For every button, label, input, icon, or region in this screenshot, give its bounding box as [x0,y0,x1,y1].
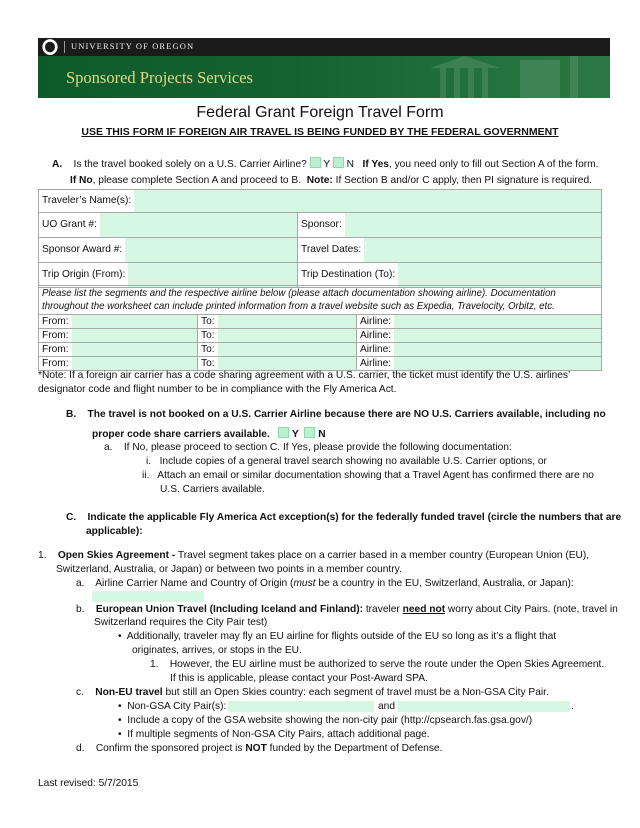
need-not-text: need not [402,604,446,615]
trip-origin-label: Trip Origin (From): [39,263,128,287]
to-label: To: [198,357,218,370]
not-text: NOT [245,743,267,754]
non-eu-label: Non-EU travel [95,687,163,698]
segment-to-field[interactable] [198,343,357,357]
item-d-text-pre: Confirm the sponsored project is [95,743,246,754]
from-label: From: [39,357,72,370]
form-title: Federal Grant Foreign Travel Form [196,104,444,121]
non-gsa-city-pair-label: Non-GSA City Pair(s): [127,701,227,712]
open-skies-item-a [76,578,574,589]
building-image-icon [350,56,610,98]
airline-label: Airline: [357,357,394,370]
item-ii-num: ii. [142,470,150,481]
section-b-item-ii [142,470,594,481]
section-b-heading-line2: proper code share carriers available. [92,429,270,440]
no-label: N [346,159,354,170]
item-a-text-post: be a country in the EU, Switzerland, Australia, or Japan): [315,578,574,589]
period-text: . [571,701,574,712]
segment-airline-field[interactable] [357,315,602,329]
section-b-yes-checkbox[interactable] [278,427,289,438]
airline-carrier-input[interactable] [92,591,204,602]
no-checkbox[interactable] [333,157,344,168]
section-b-no-checkbox[interactable] [304,427,315,438]
segment-from-field[interactable] [39,343,198,357]
item-d-letter: d. [76,743,85,754]
item-b-text-pre: traveler [363,604,403,615]
gsa-website-text: Include a copy of the GSA website showing the non-city pair (http://cpsearch.fas.gsa.gov/) [127,715,533,726]
item-a-letter: a. [76,578,85,589]
segment-airline-field[interactable] [357,343,602,357]
open-skies-item [38,550,589,561]
non-gsa-city-pair-input-2[interactable] [398,701,570,712]
trip-origin-field[interactable] [39,263,298,288]
item-b-text-continued: Switzerland requires the City Pair test) [94,617,268,628]
note-text: If Section B and/or C apply, then PI signature is required. [335,175,592,186]
segment-to-field[interactable] [198,315,357,329]
item-b-letter: b. [76,604,85,615]
section-a-letter: A. [52,159,63,170]
section-c-heading [66,512,621,523]
section-c-heading-line2: applicable): [86,526,143,537]
trip-destination-label: Trip Destination (To): [298,263,398,287]
open-skies-num: 1. [38,550,47,561]
section-b-yes-label: Y [291,429,299,440]
non-gsa-bullet-1 [118,701,226,712]
travel-dates-label: Travel Dates: [298,238,364,262]
eu-sub-text-continued: If this is applicable, please contact your Post-Award SPA. [170,673,428,684]
bullet-icon: • [118,715,122,726]
section-a-text: Is the travel booked solely on a U.S. Carrier Airline? [73,159,307,170]
segment-airline-field[interactable] [357,329,602,343]
department-name: Sponsored Projects Services [66,68,253,87]
section-b-item-i [146,456,547,467]
item-c-text: but still an Open Skies country: each segment of travel must be a Non-GSA City Pair. [162,687,549,698]
item-ii-text: Attach an email or similar documentation showing that a Travel Agent has confirmed there are no [157,470,594,481]
travel-dates-field[interactable] [298,238,602,263]
open-skies-item-b [76,604,618,615]
section-b-letter: B. [66,409,77,420]
section-b-heading-2 [92,427,326,440]
traveler-name-label: Traveler’s Name(s): [39,190,134,212]
sponsor-award-label: Sponsor Award #: [39,238,125,262]
codeshare-note: *Note: If a foreign air carrier has a code sharing agreement with a U.S. carrier, the ticket must identify the U.S. airlines’ designator code and flight number to be in compliance with the Fly America Act. [38,370,570,395]
item-a-text: If No, please proceed to section C. If Yes, please provide the following documentation: [123,442,512,453]
section-b-no-label: N [318,429,326,440]
section-a-instructions [70,175,592,186]
section-c-letter: C. [66,512,77,523]
to-label: To: [198,329,218,342]
if-no-label: If No [70,175,93,186]
traveler-name-field[interactable] [39,190,602,213]
airline-label: Airline: [357,315,394,328]
from-label: From: [39,315,72,328]
airline-label: Airline: [357,343,394,356]
multiple-segments-text: If multiple segments of Non-GSA City Pairs, attach additional page. [127,729,430,740]
bullet-icon: • [118,631,122,642]
uo-logo-icon [42,39,58,55]
university-name: UNIVERSITY OF OREGON [71,41,195,51]
bullet-icon: • [118,729,122,740]
and-text: and [378,701,395,712]
open-skies-text: Travel segment takes place on a carrier based in a member country (European Union (EU), [175,550,590,561]
item-b-text-post: worry about City Pairs. (note, travel in [445,604,618,615]
item-i-num: i. [146,456,152,467]
eu-travel-label: European Union Travel (Including Iceland and Finland): [95,604,363,615]
grant-number-label: UO Grant #: [39,213,100,237]
usage-note: USE THIS FORM IF FOREIGN AIR TRAVEL IS BEING FUNDED BY THE FEDERAL GOVERNMENT [81,126,559,138]
eu-bullet-1-continued: originates, arrives, or stops in the EU. [132,645,302,656]
non-gsa-bullet-2 [118,715,532,726]
item-a-must: must [293,578,316,589]
from-label: From: [39,343,72,356]
bullet-icon: • [118,701,122,712]
segment-to-field[interactable] [198,329,357,343]
section-a-question [52,157,598,170]
last-revised: Last revised: 5/7/2015 [38,778,139,789]
segments-instructions: Please list the segments and the respective airline below (please attach documentation showing airline). Documentation throughout the worksheet can include printed information from a travel website such as Expedia, Travelocity, Orbitz, etc. [39,286,602,315]
airline-label: Airline: [357,329,394,342]
if-no-text: , please complete Section A and proceed to B. [92,175,302,186]
item-i-text: Include copies of a general travel search showing no available U.S. Carrier options, or [159,456,547,467]
open-skies-text-continued: Switzerland, Australia, or Japan) or between two points in a member country. [56,564,402,575]
yes-checkbox[interactable] [310,157,321,168]
university-bar [38,38,610,56]
segment-from-field[interactable] [39,329,198,343]
section-b-item-a [104,442,512,453]
eu-bullet-1 [118,631,556,642]
non-gsa-city-pair-input-1[interactable] [228,701,374,712]
trip-destination-field[interactable] [298,263,602,288]
item-c-letter: c. [76,687,84,698]
sponsor-award-field[interactable] [39,238,298,263]
item-a-text-pre: Airline Carrier Name and Country of Origin ( [95,578,294,589]
yes-label: Y [323,159,330,170]
eu-bullet-1-text: Additionally, traveler may fly an EU airline for flights outside of the EU so long as it’s a flight that [126,631,557,642]
if-yes-label: If Yes [362,159,389,170]
eu-sub-text: However, the EU airline must be authorized to serve the route under the Open Skies Agreement. [169,659,605,670]
traveler-info-table [38,189,602,288]
note-label: Note: [306,175,333,186]
sponsor-label: Sponsor: [298,213,345,237]
open-skies-item-d [76,743,442,754]
item-ii-text-continued: U.S. Carriers available. [160,484,265,495]
from-label: From: [39,329,72,342]
section-b-heading-line1: The travel is not booked on a U.S. Carrier Airline because there are NO U.S. Carriers available, including no [87,409,606,420]
to-label: To: [198,315,218,328]
non-gsa-bullet-3 [118,729,430,740]
department-banner [38,56,610,98]
open-skies-item-c [76,687,549,698]
segments-table [38,285,602,371]
if-yes-text: , you need only to fill out Section A of the form. [388,159,599,170]
eu-sub-num: 1. [150,659,159,670]
item-d-text-post: funded by the Department of Defense. [266,743,443,754]
open-skies-label: Open Skies Agreement - [57,550,176,561]
segment-from-field[interactable] [39,315,198,329]
item-a-letter: a. [104,442,113,453]
grant-number-field[interactable] [39,213,298,238]
section-b-heading [66,409,606,420]
eu-sub-item-1 [150,659,604,670]
section-c-heading-line1: Indicate the applicable Fly America Act exception(s) for the federally funded travel (circle the numbers that are [87,512,622,523]
to-label: To: [198,343,218,356]
sponsor-field[interactable] [298,213,602,238]
divider [64,41,65,53]
